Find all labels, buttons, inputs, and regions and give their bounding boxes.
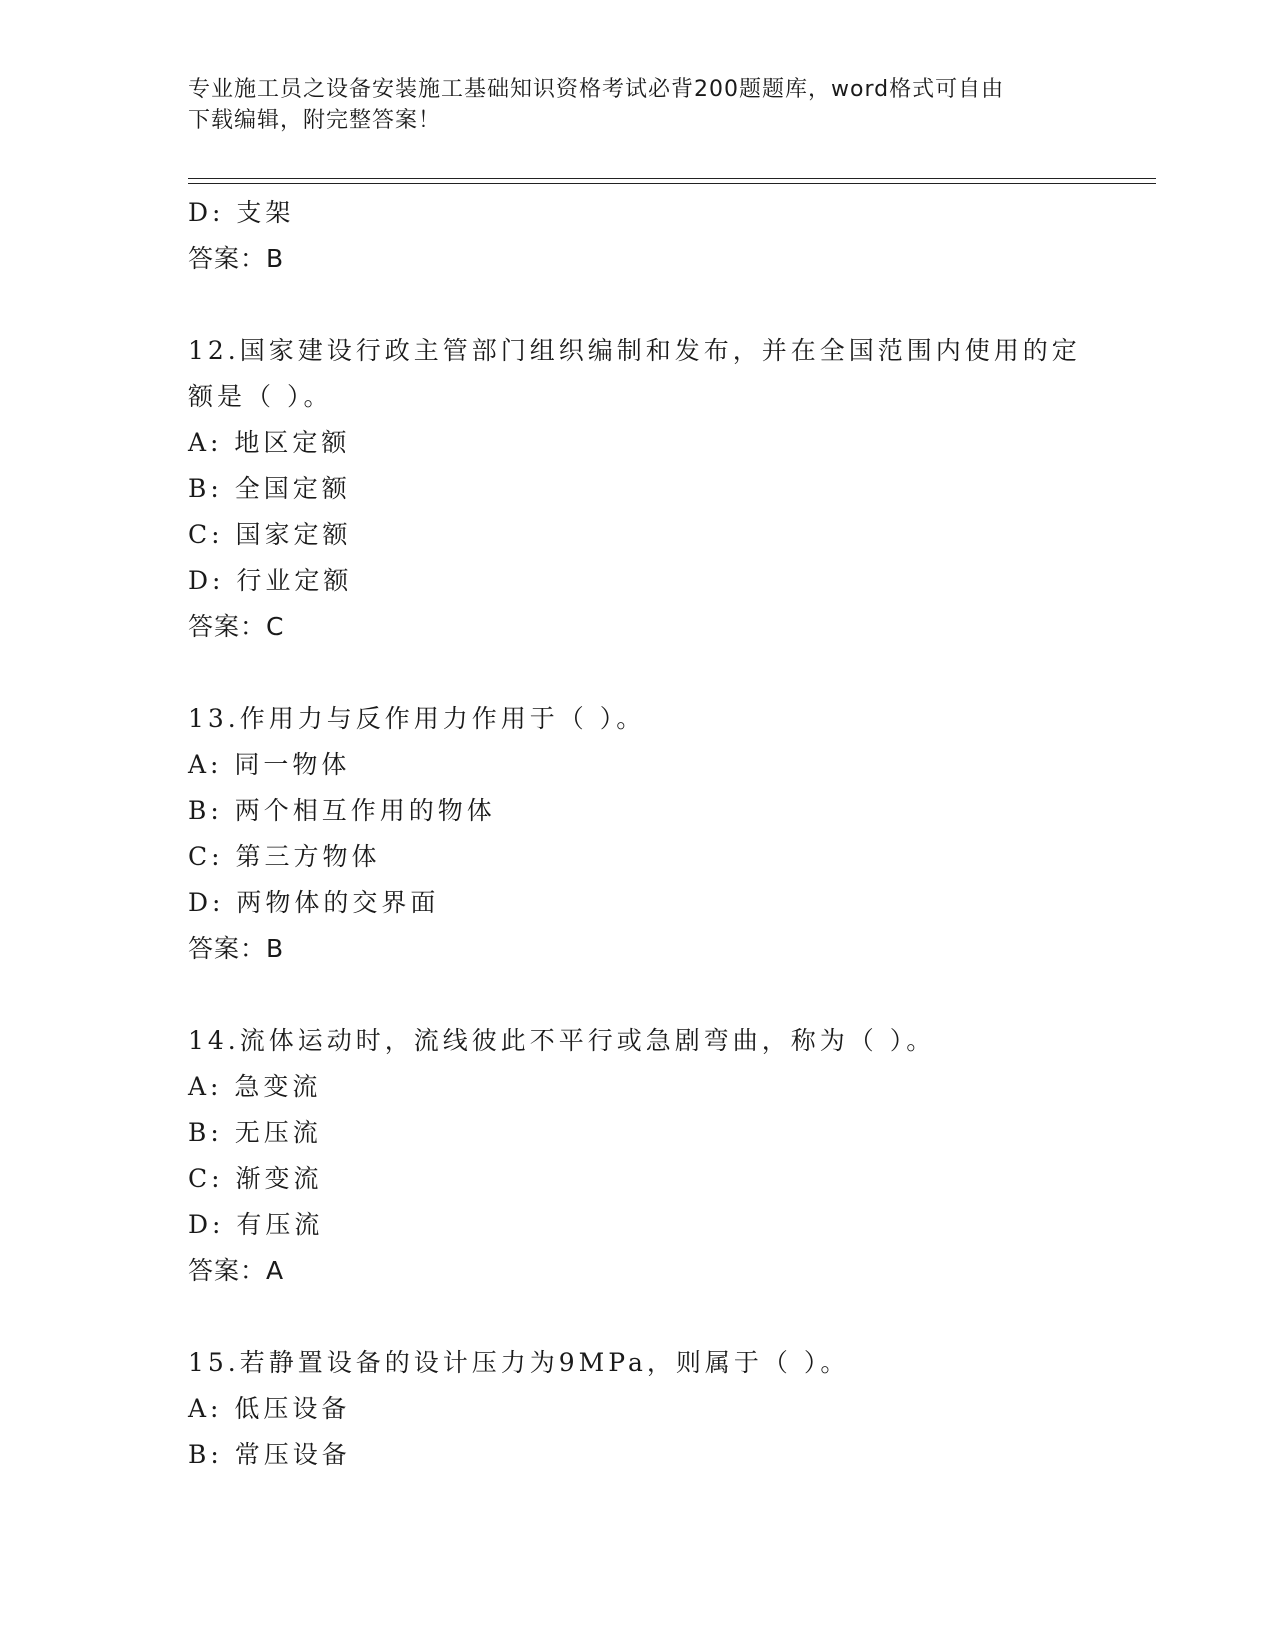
option-d: D: 有压流	[188, 1210, 324, 1239]
question-stem: 12.国家建设行政主管部门组织编制和发布，并在全国范围内使用的定	[188, 336, 1081, 365]
option-a: A: 同一物体	[188, 750, 351, 779]
option-c: C: 第三方物体	[188, 842, 381, 871]
answer-line: 答案：B	[188, 244, 285, 273]
answer-line: 答案：A	[188, 1256, 285, 1285]
header-title-line-1: 专业施工员之设备安装施工基础知识资格考试必背200题题库，word格式可自由	[188, 77, 1005, 102]
question-stem: 13.作用力与反作用力作用于（ ）。	[188, 704, 646, 733]
option-a: A: 低压设备	[188, 1394, 351, 1423]
option-c: C: 渐变流	[188, 1164, 323, 1193]
header-title-line-2: 下载编辑，附完整答案！	[188, 108, 442, 133]
question-15	[188, 1340, 1088, 1478]
header-divider-bottom	[188, 183, 1156, 184]
header-divider-top	[188, 178, 1156, 179]
question-12	[188, 328, 1088, 650]
option-a: A: 急变流	[188, 1072, 322, 1101]
option-b: B: 全国定额	[188, 474, 351, 503]
question-spacer	[188, 650, 1088, 696]
question-14	[188, 1018, 1088, 1294]
option-b: B: 两个相互作用的物体	[188, 796, 496, 825]
option-a: A: 地区定额	[188, 428, 351, 457]
document-header	[188, 74, 1068, 136]
question-stem: 15.若静置设备的设计压力为9MPa，则属于（ ）。	[188, 1348, 850, 1377]
question-spacer	[188, 282, 1088, 328]
question-spacer	[188, 972, 1088, 1018]
option-b: B: 无压流	[188, 1118, 322, 1147]
option-d: D: 行业定额	[188, 566, 353, 595]
question-stem: 14.流体运动时，流线彼此不平行或急剧弯曲，称为（ ）。	[188, 1026, 936, 1055]
question-stem-continued: 额是（ ）。	[188, 382, 333, 411]
option-d: D: 两物体的交界面	[188, 888, 440, 917]
option-c: C: 国家定额	[188, 520, 352, 549]
option-b: B: 常压设备	[188, 1440, 351, 1469]
question-13	[188, 696, 1088, 972]
question-list	[188, 190, 1088, 1478]
answer-line: 答案：B	[188, 934, 285, 963]
option-d: D: 支架	[188, 198, 295, 227]
answer-line: 答案：C	[188, 612, 285, 641]
question-spacer	[188, 1294, 1088, 1340]
